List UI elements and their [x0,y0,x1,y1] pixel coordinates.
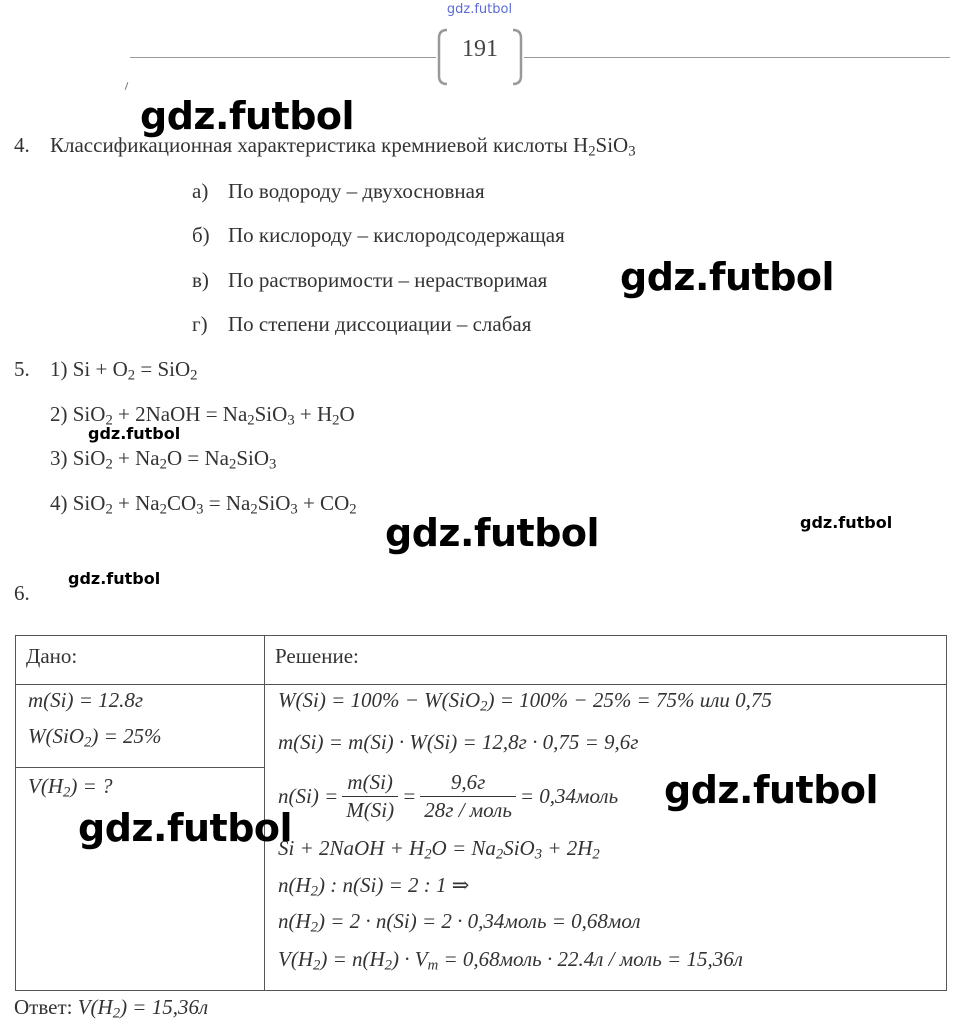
watermark: gdz.futbol [385,511,600,555]
task5-number: 5. [14,357,30,381]
solution-line-4: Si + 2NaOH + $H_2O = Na_2SiO_3 + 2H_2$ [278,836,600,863]
task4-item-text: По кислороду – кислородсодержащая [228,223,565,247]
task5-reaction-2: 2) SiO$_2$ + 2NaOH = $Na_2SiO_3 + H_2O$ [50,402,355,429]
fraction-values: $\frac{9,6г}{\text{28г / моль}}$ [420,770,516,823]
task4-item-text: По водороду – двухосновная [228,179,485,203]
header-rule-right [524,57,950,58]
task4-item-text: По растворимости – нерастворимая [228,268,548,292]
given-header: Дано: [26,644,78,668]
table-header-divider [16,684,946,685]
watermark: gdz.futbol [68,569,161,588]
given-mass-si: m(Si) = 12.8г [28,688,144,712]
answer-value: $V(H_2) = 15,36л$ [77,995,209,1022]
header-rule-left [130,57,436,58]
task4-item-b [192,223,565,248]
task4-item-marker: а) [192,179,209,203]
solution-line-7: $V(H_2) = n(H_2) \cdot V_m$ = 0,68моль · 22.4л / моль = 15,36л [278,947,743,974]
task4-item-marker: г) [192,312,208,336]
given-mass-fraction-sio2: W(SiO$_2$) = 25% [28,724,162,751]
task4-title: Классификационная характеристика кремниевой кислоты [50,133,574,157]
solution-header: Решение: [275,644,359,668]
fraction-mass-over-molar-mass: $\frac{m(Si)}{M(Si)}$ [342,770,398,823]
solution-line-1: W(Si) = 100% − W(SiO$_2$) = 100% − 25% = 75% или 0,75 [278,688,772,715]
task6-number: 6. [14,581,30,605]
task4-item-text: По степени диссоциации – слабая [228,312,532,336]
find-volume-h2: $V(H_2)$ = ? [28,774,113,801]
task4-item-marker: б) [192,223,210,247]
watermark: gdz.futbol [78,806,293,850]
silicic-acid-formula: $H_2SiO_3$ [573,133,636,160]
header-tick [125,82,129,90]
task5-reaction-4: 4) $SiO_2 + Na_2CO_3 = Na_2SiO_3 + CO_2$ [50,491,357,518]
answer-line [14,995,208,1020]
task4-item-marker: в) [192,268,209,292]
answer-label: Ответ: [14,995,73,1019]
task4-item-d [192,312,531,337]
solution-line-6: $n(H_2) = 2 \cdot n(Si) = 2$ · 0,34моль = 0,68мол [278,909,641,936]
watermark: gdz.futbol [664,768,879,812]
watermark: gdz.futbol [140,94,355,138]
task5-reaction-1: 5. 1) $Si + O_2 = SiO_2$ [14,357,198,384]
watermark: gdz.futbol [800,513,893,532]
solution-line-3: n(Si) = $\frac{m(Si)}{M(Si)}$ = $\frac{9,6г}{\text{28г / моль}}$ = 0,34моль [278,769,619,822]
solution-line-5: $n(H_2)$ : n(Si) = 2 : 1 ⇒ [278,873,470,900]
task5-reaction-3: 3) $SiO_2 + Na_2O = Na_2SiO_3$ [50,446,277,473]
task4-number: 4. [14,133,30,157]
watermark: gdz.futbol [88,424,181,443]
table-given-divider [16,767,264,768]
task4-item-c [192,268,547,293]
task4-item-a [192,179,485,204]
page-number: 191 [462,36,498,62]
solution-line-2: m(Si) = m(Si) · W(Si) = 12,8г · 0,75 = 9,6г [278,730,639,754]
top-watermark: gdz.futbol [446,2,513,17]
watermark: gdz.futbol [620,255,835,299]
